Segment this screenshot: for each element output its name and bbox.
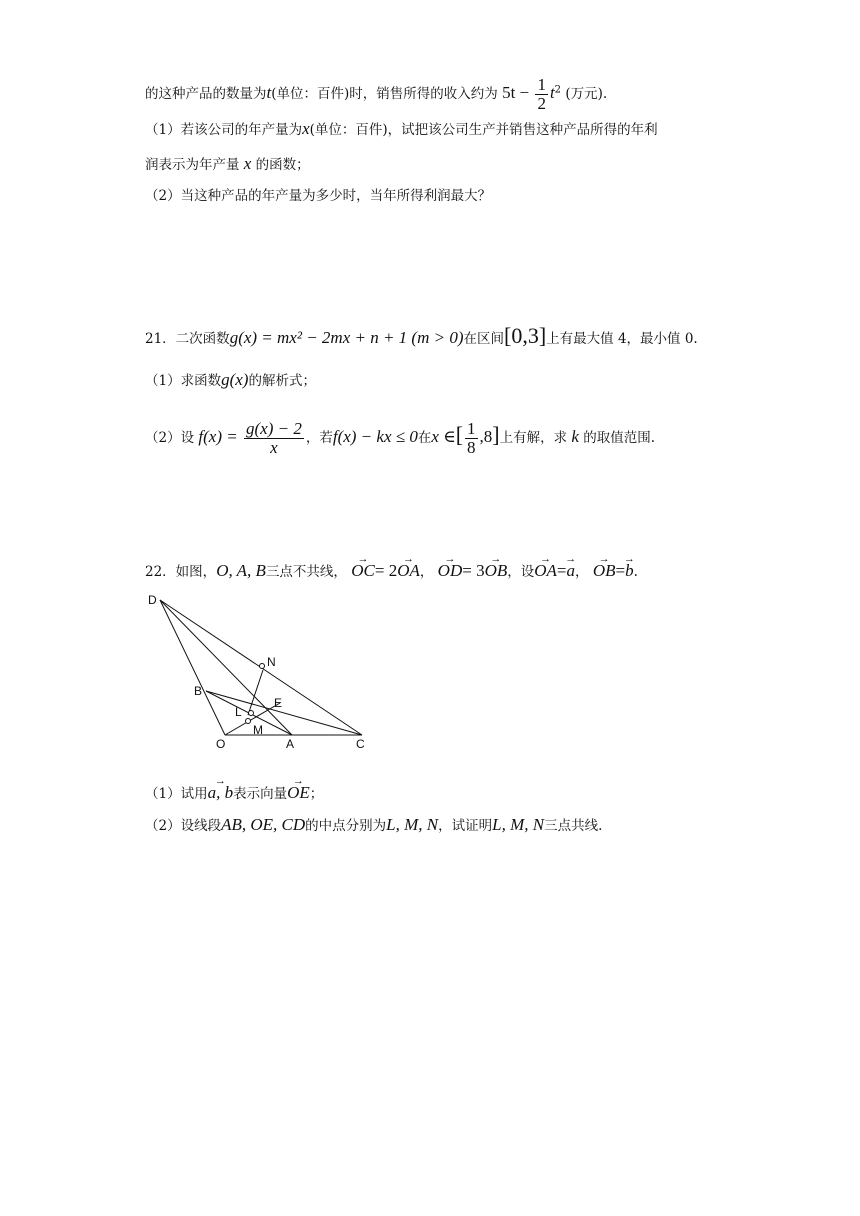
q20-p1-text-c: 润表示为年产量 [145, 157, 240, 173]
var-x: x [302, 119, 310, 138]
vec-oa2: → OA [534, 555, 557, 581]
q21-stem [145, 323, 698, 349]
q20-p2-text: （2）当这种产品的年产量为多少时，当年所得利润最大？ [145, 188, 492, 204]
label-a: A [286, 737, 295, 751]
q22-part1 [145, 777, 323, 804]
q21-fraction [244, 420, 304, 457]
revenue-expr: 5t − [502, 83, 530, 102]
q21-eighth-den: 8 [467, 438, 476, 457]
var-t: t [266, 83, 272, 102]
q20-part1-line2 [145, 154, 310, 175]
exponent: 2 [554, 84, 562, 96]
q22-p2-text-d: 三点共线. [544, 818, 603, 834]
q22-lmn: L, M, N [386, 815, 439, 834]
vec-a: → a [567, 555, 576, 581]
unit-text: (万元). [565, 86, 608, 102]
var-t2: t [549, 83, 555, 102]
geometry-diagram [140, 590, 380, 755]
vec-b: → b [625, 555, 634, 581]
label-o: O [216, 737, 226, 751]
q22-stem: 22．如图，O, A, B三点不共线， → OC= 2→ OA， → OD= 3→ OB，设→ OA=→ a， → OB=→ b. [145, 555, 638, 582]
q21-text-b: 上有最大值 4，最小值 0. [546, 331, 698, 347]
intro-text-b: (单位：百件)时，销售所得的收入约为 [271, 86, 498, 102]
eq2: = 3 [462, 561, 485, 580]
q20-p1-text-b: (单位：百件)，试把该公司生产并销售这种产品所得的年利 [309, 122, 658, 138]
q22-p2-text-c: ，试证明 [438, 818, 493, 834]
q21-interval-end: ,8 [479, 427, 493, 446]
q22-p1-text: （1）试用 [145, 786, 208, 802]
q22-number: 22．如图， [145, 564, 217, 580]
q21-p1-text: （1）求函数 [145, 373, 222, 389]
vec-oc: → OC [351, 555, 375, 581]
vec-od: → OD [438, 555, 463, 581]
q21-eighth-num: 1 [467, 419, 476, 438]
frac-num: 1 [537, 75, 546, 94]
q21-part2 [145, 420, 655, 457]
fraction-half [535, 76, 548, 113]
q21-text-if: ，若 [305, 430, 333, 446]
q22-part2 [145, 815, 602, 836]
q21-number: 21．二次函数 [145, 331, 230, 347]
q21-text-e: 的取值范围. [583, 430, 656, 446]
q21-bracket-close: ] [492, 422, 500, 447]
point-l [249, 711, 254, 716]
vec-ob2: → OB [593, 555, 616, 581]
eq1: = 2 [374, 561, 398, 580]
q21-text-a: 在区间 [463, 331, 505, 347]
vec-ob: → OB [485, 555, 508, 581]
label-e: E [274, 696, 283, 710]
vec-ab: → a, b [208, 777, 234, 803]
point-n [260, 664, 265, 669]
q21-p1-expr: g(x) [221, 370, 249, 389]
q21-p1-text-b: 的解析式； [248, 373, 316, 389]
q22-p2-text: （2）设线段 [145, 818, 222, 834]
q22-text-b: ，设 [507, 564, 535, 580]
vec-oe: → OE [287, 777, 310, 803]
q22-p2-text-b: 的中点分别为 [305, 818, 387, 834]
q21-f-def: f(x) = [198, 427, 238, 446]
q22-text-a: 三点不共线， [265, 564, 347, 580]
label-n: N [267, 655, 276, 669]
q21-function-expr: g(x) = mx² − 2mx + n + 1 (m > 0) [229, 328, 464, 347]
q22-lmn2: L, M, N [492, 815, 545, 834]
q21-text-d: 上有解，求 [499, 430, 568, 446]
var-x2: x [243, 154, 252, 173]
label-m: M [253, 723, 263, 737]
q21-part1 [145, 370, 316, 391]
q20-intro-line [145, 76, 607, 113]
q21-interval: [0,3] [504, 323, 547, 348]
var-k: k [571, 427, 579, 446]
q21-x-in: x ∈ [431, 427, 456, 446]
label-c: C [356, 737, 365, 751]
vec-oa: → OA [397, 555, 420, 581]
q20-p1-text: （1）若该公司的年产量为 [145, 122, 303, 138]
q21-p2-text: （2）设 [145, 430, 195, 446]
intro-text: 的这种产品的数量为 [145, 86, 267, 102]
q21-text-on: 在 [417, 430, 432, 446]
label-b: B [194, 684, 203, 698]
q22-p1-text-b: 表示向量 [233, 786, 288, 802]
frac-den: 2 [537, 94, 546, 113]
q22-points: O, A, B [216, 561, 266, 580]
q21-bracket-open: [ [455, 422, 464, 447]
label-d: D [148, 593, 157, 607]
label-l: L [235, 705, 242, 719]
q21-inequality: f(x) − kx ≤ 0 [332, 427, 418, 446]
q21-frac-den: x [270, 438, 278, 457]
q20-part2-line [145, 186, 491, 206]
q20-part1-line1 [145, 119, 658, 140]
point-m [246, 719, 251, 724]
q20-p1-text-e: 的函数； [255, 157, 310, 173]
q21-eighth [465, 420, 478, 457]
q22-p1-text-c: ； [309, 786, 324, 802]
q22-segments: AB, OE, CD [221, 815, 306, 834]
q21-frac-num: g(x) − 2 [246, 419, 302, 438]
